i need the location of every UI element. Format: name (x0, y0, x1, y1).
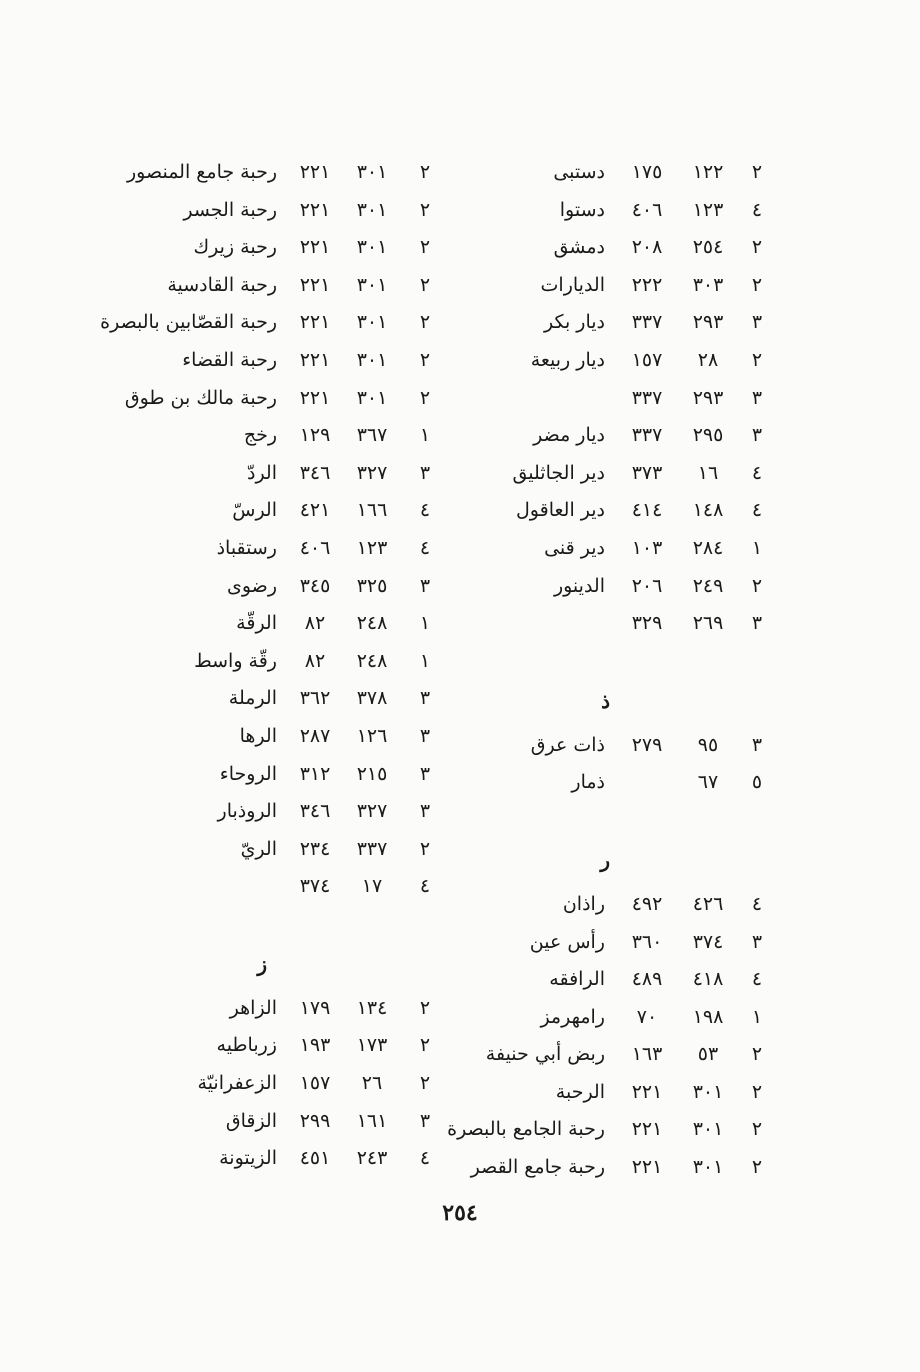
index-entry (100, 644, 445, 682)
place-name: دستبى (553, 161, 605, 183)
volume-number: ٤ (419, 1147, 431, 1170)
right-block-1 (445, 155, 785, 644)
volume-number: ٤ (419, 499, 431, 522)
page-ref-2: ٣٤٦ (299, 461, 331, 484)
place-name: رخج (243, 424, 277, 447)
volume-number: ٣ (419, 461, 431, 484)
page-ref-1: ٢٦٩ (692, 612, 724, 635)
page-ref-2: ٣٣٧ (631, 311, 663, 334)
volume-number: ٢ (751, 348, 763, 371)
index-entry (445, 765, 785, 803)
page-ref-1: ١٦ (697, 461, 719, 484)
page-ref-2: ٣٤٦ (299, 800, 331, 823)
volume-number: ٢ (419, 1034, 431, 1057)
place-name: دير قنى (544, 536, 605, 559)
place-name: ربض أبي حنيفة (485, 1043, 605, 1066)
volume-number: ٣ (751, 733, 763, 756)
page-ref-1: ٣٦٧ (356, 424, 388, 447)
index-entry (100, 681, 445, 719)
index-entry (100, 794, 445, 832)
page-ref-1: ٢٤٣ (356, 1147, 388, 1170)
place-name: ديار مضر (533, 424, 605, 447)
page-ref-1: ١٢٦ (356, 724, 388, 747)
place-name: رقّة واسط (194, 649, 277, 672)
place-name: راذان (562, 892, 605, 915)
page-ref-1: ٣٠١ (692, 1118, 724, 1141)
page-ref-1: ٣٢٧ (356, 800, 388, 823)
page-ref-2: ٢٢٢ (631, 273, 663, 296)
volume-number: ٤ (751, 968, 763, 991)
page-ref-1: ٢٥٤ (692, 236, 724, 259)
place-name: الردّ (246, 461, 277, 484)
place-name: ذمار (571, 771, 605, 794)
volume-number: ١ (751, 536, 763, 559)
place-name: الرقّة (236, 612, 277, 635)
index-entry (100, 531, 445, 569)
volume-number: ٣ (751, 386, 763, 409)
page-ref-1: ٢٨ (697, 348, 719, 371)
page-ref-1: ٣٠١ (356, 386, 388, 409)
volume-number: ٣ (419, 1109, 431, 1132)
page-ref-1: ٣٠١ (692, 1080, 724, 1103)
page-ref-2: ٢٠٦ (631, 574, 663, 597)
place-name: الرسّ (232, 499, 277, 522)
volume-number: ٣ (419, 574, 431, 597)
page-ref-2: ٢٧٩ (631, 733, 663, 756)
place-name: الزعفرانيّة (197, 1072, 277, 1095)
volume-number: ٢ (419, 311, 431, 334)
page-ref-1: ٣٧٨ (356, 687, 388, 710)
volume-number: ٥ (751, 771, 763, 794)
page-ref-1: ٣٠١ (356, 198, 388, 221)
page-ref-2: ٢٢١ (299, 386, 331, 409)
page-number: ٢٥٤ (442, 1200, 478, 1226)
index-entry (445, 1112, 785, 1150)
place-name: رستقباذ (216, 536, 277, 559)
volume-number: ٢ (751, 236, 763, 259)
page-ref-1: ١٦١ (356, 1109, 388, 1132)
page-ref-1: ٣٢٥ (356, 574, 388, 597)
index-entry (100, 343, 445, 381)
index-entry (100, 155, 445, 193)
index-entry (100, 869, 445, 907)
index-entry (445, 606, 785, 644)
index-entry (100, 230, 445, 268)
page-ref-2: ٢٩٩ (299, 1109, 331, 1132)
page-ref-2: ٣٢٩ (631, 612, 663, 635)
place-name: دير العاقول (516, 499, 605, 522)
index-entry (445, 1000, 785, 1038)
page-ref-2: ٢٢١ (631, 1156, 663, 1179)
volume-number: ٢ (419, 161, 431, 183)
page-ref-1: ٢٤٨ (356, 612, 388, 635)
index-entry (100, 268, 445, 306)
place-name: رحبة القضاء (182, 348, 277, 371)
index-entry (100, 832, 445, 870)
index-entry (445, 418, 785, 456)
page-ref-2: ٢٢١ (299, 161, 331, 183)
page-ref-1: ٤١٨ (692, 968, 724, 991)
volume-number: ٢ (419, 198, 431, 221)
index-entry (445, 193, 785, 231)
page-ref-2: ١٥٧ (299, 1072, 331, 1095)
page-ref-2: ٣٦٢ (299, 687, 331, 710)
index-entry (100, 305, 445, 343)
place-name: الروحاء (219, 762, 277, 785)
section-header-ra (445, 840, 785, 887)
place-name: رحبة زيرك (193, 236, 277, 259)
place-name: دستوا (559, 198, 605, 221)
left-block-2 (100, 991, 445, 1179)
page-ref-2: ٣٣٧ (631, 386, 663, 409)
volume-number: ٢ (751, 161, 763, 183)
place-name: رحبة جامع القصر (470, 1156, 605, 1179)
page-ref-1: ٣٢٧ (356, 461, 388, 484)
page-ref-1: ٣٠١ (356, 273, 388, 296)
place-name: زرباطيه (216, 1034, 277, 1057)
page-ref-1: ٢١٥ (356, 762, 388, 785)
page-ref-1: ٤٢٦ (692, 892, 724, 915)
index-entry (445, 456, 785, 494)
page-ref-1: ٣٣٧ (356, 837, 388, 860)
place-name: ديار ربيعة (530, 348, 605, 371)
volume-number: ٢ (751, 1080, 763, 1103)
page-ref-2: ١٩٣ (299, 1034, 331, 1057)
index-entry (445, 1075, 785, 1113)
page-ref-1: ١٩٨ (692, 1005, 724, 1028)
volume-number: ٢ (751, 574, 763, 597)
volume-number: ٢ (751, 1043, 763, 1066)
page-ref-2: ٢٢١ (299, 273, 331, 296)
place-name: الرملة (228, 687, 277, 710)
page-ref-1: ١٧ (361, 875, 383, 898)
index-entry (100, 1066, 445, 1104)
index-entry (445, 493, 785, 531)
place-name: رحبة مالك بن طوق (124, 386, 277, 409)
place-name: الرها (239, 724, 277, 747)
index-entry (445, 531, 785, 569)
page-ref-2: ٢٢١ (631, 1080, 663, 1103)
page-ref-1: ١٢٣ (692, 198, 724, 221)
index-entry (100, 1028, 445, 1066)
place-name: الرحبة (555, 1080, 605, 1103)
section-letter: ذ (601, 688, 610, 713)
page-ref-2: ٤٠٦ (631, 198, 663, 221)
index-entry (445, 1150, 785, 1188)
index-entry (445, 305, 785, 343)
page-ref-2: ٣١٢ (299, 762, 331, 785)
volume-number: ٣ (751, 424, 763, 447)
volume-number: ١ (751, 1005, 763, 1028)
page-ref-2: ٢٣٤ (299, 837, 331, 860)
page-ref-2: ٢٨٧ (299, 724, 331, 747)
page-ref-1: ١٢٣ (356, 536, 388, 559)
page-ref-1: ٣٠١ (356, 161, 388, 183)
volume-number: ٢ (751, 1118, 763, 1141)
section-header-dhal (445, 681, 785, 728)
page-ref-2: ٢٢١ (299, 348, 331, 371)
page-ref-2: ٤٩٢ (631, 892, 663, 915)
page-ref-2: ٣٦٠ (631, 930, 663, 953)
volume-number: ٣ (419, 687, 431, 710)
index-entry (445, 569, 785, 607)
page-ref-1: ٣٠١ (356, 311, 388, 334)
index-entry (100, 456, 445, 494)
place-name: الديارات (540, 273, 605, 296)
volume-number: ٢ (419, 236, 431, 259)
right-column (445, 155, 785, 1188)
place-name: رحبة القادسية (167, 273, 277, 296)
volume-number: ١ (419, 424, 431, 447)
index-entry (445, 268, 785, 306)
index-entry (100, 991, 445, 1029)
place-name: الريّ (240, 837, 277, 860)
volume-number: ٢ (419, 996, 431, 1019)
index-entry (100, 606, 445, 644)
index-entry (100, 1104, 445, 1142)
index-entry (100, 569, 445, 607)
index-entry (100, 193, 445, 231)
volume-number: ٣ (751, 311, 763, 334)
page-ref-1: ٣٠٣ (692, 273, 724, 296)
place-name: دمشق (553, 236, 605, 259)
index-entry (100, 757, 445, 795)
page-ref-2: ٣٧٣ (631, 461, 663, 484)
index-entry (100, 381, 445, 419)
page-ref-2: ١٧٩ (299, 996, 331, 1019)
index-entry (445, 1037, 785, 1075)
place-name: رأس عين (529, 930, 605, 953)
page-ref-2: ٣٧٤ (299, 875, 331, 898)
page-ref-1: ٢٩٣ (692, 386, 724, 409)
place-name: ديار بكر (543, 311, 605, 334)
volume-number: ٢ (419, 386, 431, 409)
page-ref-2: ٣٣٧ (631, 424, 663, 447)
page-ref-1: ١٧٣ (356, 1034, 388, 1057)
left-column (100, 155, 445, 1179)
index-entry (445, 381, 785, 419)
index-entry (100, 1141, 445, 1179)
page-ref-1: ١٦٦ (356, 499, 388, 522)
volume-number: ٣ (419, 800, 431, 823)
volume-number: ٤ (751, 198, 763, 221)
page-ref-2: ١٠٣ (631, 536, 663, 559)
place-name: رحبة الجسر (183, 198, 277, 221)
index-entry (100, 493, 445, 531)
page-ref-1: ٣٠١ (356, 348, 388, 371)
page-ref-2: ٤٥١ (299, 1147, 331, 1170)
page-ref-1: ٢٤٩ (692, 574, 724, 597)
volume-number: ٤ (751, 499, 763, 522)
volume-number: ٢ (751, 1156, 763, 1179)
place-name: الرافقه (549, 968, 605, 991)
section-letter: ز (257, 951, 267, 976)
page-ref-1: ٣٠١ (692, 1156, 724, 1179)
page-ref-2: ٢٢١ (299, 236, 331, 259)
index-entry (445, 925, 785, 963)
volume-number: ٢ (419, 837, 431, 860)
index-entry (445, 343, 785, 381)
page-ref-2: ٢٢١ (631, 1118, 663, 1141)
page-ref-2: ٢٢١ (299, 311, 331, 334)
page-ref-2: ٨٢ (304, 649, 326, 672)
page-ref-1: ٣٧٤ (692, 930, 724, 953)
section-letter: ر (600, 847, 610, 872)
volume-number: ٣ (419, 724, 431, 747)
page-ref-1: ٣٠١ (356, 236, 388, 259)
index-entry (445, 728, 785, 766)
page-ref-2: ٧٠ (636, 1005, 658, 1028)
page-ref-2: ٤٠٦ (299, 536, 331, 559)
page-ref-2: ١٥٧ (631, 348, 663, 371)
index-entry (100, 719, 445, 757)
left-block-1 (100, 155, 445, 907)
page-ref-2: ٨٢ (304, 612, 326, 635)
volume-number: ٣ (419, 762, 431, 785)
page-ref-1: ٢٩٣ (692, 311, 724, 334)
page-ref-1: ٢٨٤ (692, 536, 724, 559)
page-ref-1: ١٤٨ (692, 499, 724, 522)
place-name: رحبة الجامع بالبصرة (447, 1118, 605, 1141)
page-ref-2: ٤١٤ (631, 499, 663, 522)
volume-number: ٣ (751, 612, 763, 635)
place-name: رامهرمز (540, 1005, 605, 1028)
place-name: الدينور (553, 574, 605, 597)
volume-number: ١ (419, 612, 431, 635)
page-ref-2: ٣٤٥ (299, 574, 331, 597)
volume-number: ٤ (419, 875, 431, 898)
page-ref-2: ٤٨٩ (631, 968, 663, 991)
volume-number: ٤ (751, 892, 763, 915)
place-name: الزيتونة (219, 1147, 277, 1170)
volume-number: ٢ (751, 273, 763, 296)
page-ref-2: ٤٢١ (299, 499, 331, 522)
page-ref-2: ١٢٩ (299, 424, 331, 447)
volume-number: ٢ (419, 273, 431, 296)
page-ref-1: ١٣٤ (356, 996, 388, 1019)
volume-number: ٤ (419, 536, 431, 559)
page-ref-1: ٩٥ (697, 733, 719, 756)
page-ref-2: ١٧٥ (631, 161, 663, 183)
index-entry (445, 155, 785, 193)
place-name: رضوى (227, 574, 277, 597)
place-name: الزقاق (225, 1109, 277, 1132)
right-block-2 (445, 728, 785, 803)
volume-number: ٢ (419, 348, 431, 371)
index-entry (445, 962, 785, 1000)
index-entry (445, 887, 785, 925)
page-ref-1: ٢٤٨ (356, 649, 388, 672)
section-header-zay (100, 944, 445, 991)
place-name: الروذبار (217, 800, 277, 823)
page-ref-2: ٢٢١ (299, 198, 331, 221)
volume-number: ٢ (419, 1072, 431, 1095)
page-ref-1: ٦٧ (697, 771, 719, 794)
volume-number: ٣ (751, 930, 763, 953)
page-ref-1: ٢٩٥ (692, 424, 724, 447)
right-block-3 (445, 887, 785, 1188)
place-name: الزاهر (229, 996, 277, 1019)
place-name: ذات عرق (530, 733, 605, 756)
place-name: دير الجاثليق (512, 461, 605, 484)
index-entry (100, 418, 445, 456)
page-ref-1: ٢٦ (361, 1072, 383, 1095)
index-entry (445, 230, 785, 268)
place-name: رحبة جامع المنصور (127, 161, 277, 183)
page-ref-1: ٥٣ (697, 1043, 719, 1066)
page-ref-2: ٢٠٨ (631, 236, 663, 259)
volume-number: ١ (419, 649, 431, 672)
page-ref-2: ١٦٣ (631, 1043, 663, 1066)
volume-number: ٤ (751, 461, 763, 484)
page-ref-1: ١٢٢ (692, 161, 724, 183)
place-name: رحبة القصّابين بالبصرة (100, 311, 277, 334)
